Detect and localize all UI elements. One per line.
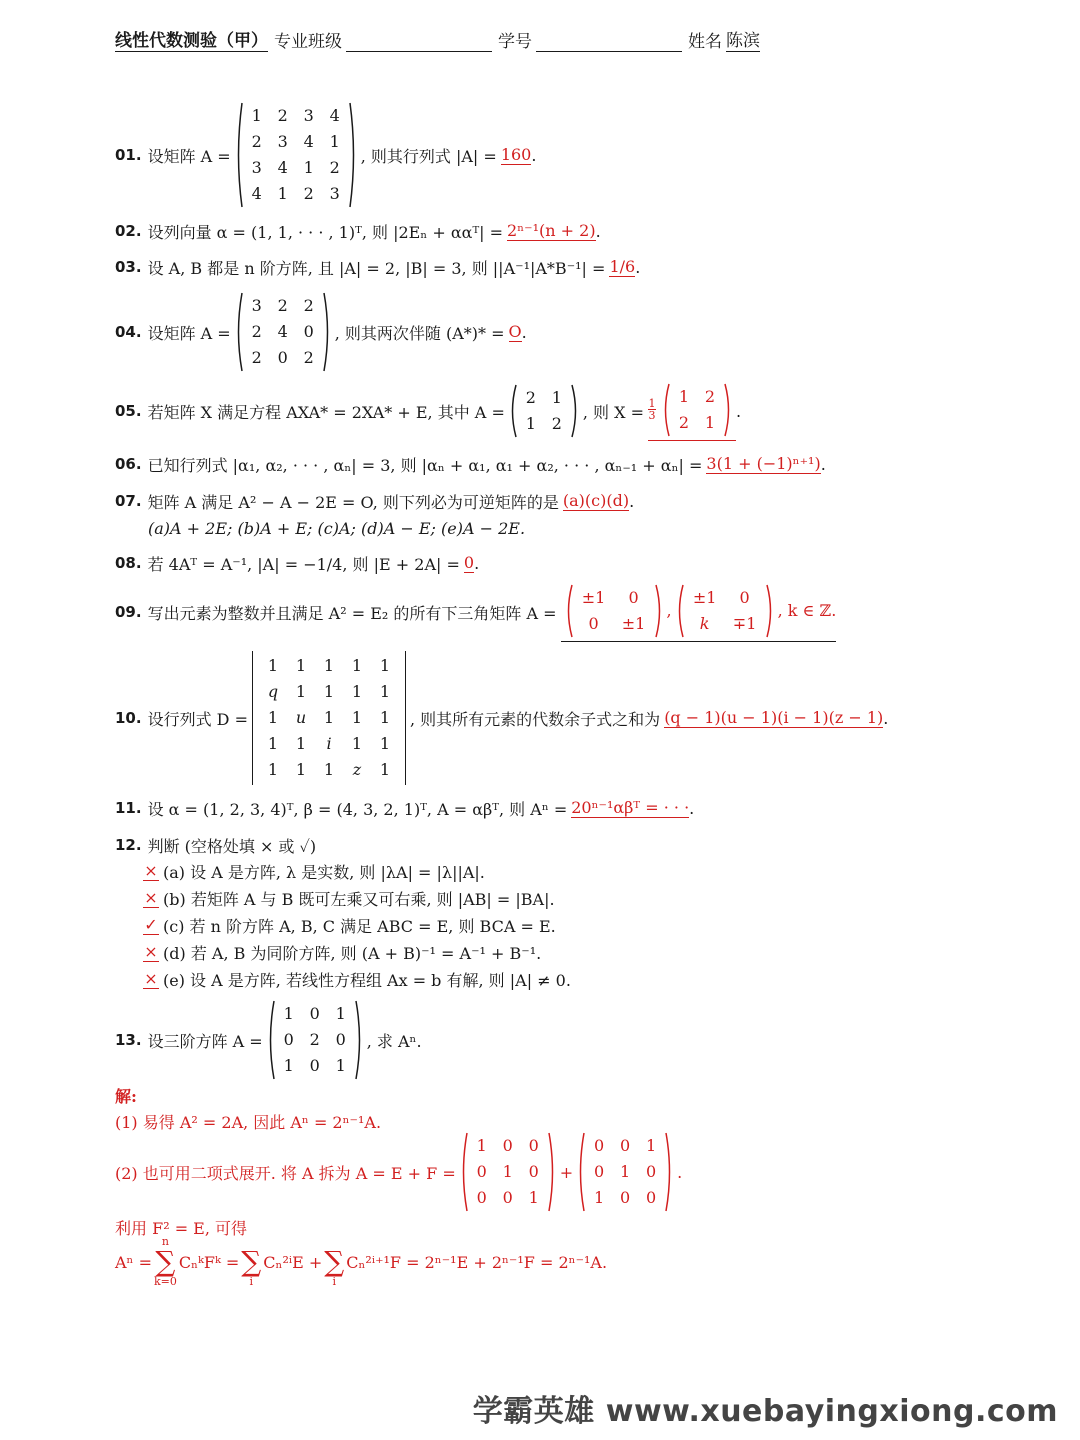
sum-lower-limit: i	[332, 1275, 337, 1288]
matrix-cell: ±1	[621, 613, 646, 633]
sum-symbol	[154, 1236, 177, 1288]
solution-label: 解:	[115, 1086, 137, 1106]
matrix-cell: 1	[267, 708, 279, 727]
matrix-cell: 1	[283, 1004, 294, 1023]
solution-line-3: 利用 F² = E, 可得	[115, 1218, 248, 1238]
question-05: 05. 若矩阵 X 满足方程 AXA* = 2XA* + E, 其中 A = 2 1 1 2 , 则 X = $\frac{1}{3}$ 1 2 2 1 .	[115, 382, 741, 440]
sum-symbol	[241, 1236, 261, 1288]
question-text: 矩阵 A 满足 A² − A − 2E = O, 则下列必为可逆矩阵的是	[147, 492, 559, 512]
matrix-cell: 1	[502, 1162, 513, 1181]
matrix-cell: ±1	[692, 587, 717, 607]
name-value: 陈滨	[726, 26, 760, 52]
matrix-cell: 0	[594, 1162, 605, 1181]
matrix-cell: 1	[620, 1162, 631, 1181]
question-text: 若矩阵 X 满足方程 AXA* = 2XA* + E, 其中 A =	[147, 402, 505, 422]
matrix-cell: 0	[628, 587, 639, 607]
matrix-cell: q	[267, 682, 279, 701]
matrix-cell: 2	[277, 296, 288, 315]
matrix-cell: 1	[303, 158, 314, 177]
matrix-cell: 1	[379, 760, 391, 779]
matrix-cell: 3	[251, 296, 262, 315]
matrix-cell: u	[295, 708, 307, 727]
judge-mark: ×	[144, 969, 158, 988]
judge-item	[143, 939, 541, 965]
matrix-cell: 2	[251, 322, 262, 341]
question-text: , 则其所有元素的代数余子式之和为	[410, 709, 661, 729]
answer-tail: , k ∈ ℤ.	[777, 601, 837, 620]
judge-text: (d) 若 A, B 为同阶方阵, 则 (A + B)⁻¹ = A⁻¹ + B⁻¹.	[163, 943, 542, 963]
matrix-cell: 1	[267, 734, 279, 753]
matrix-cell: k	[699, 613, 710, 633]
matrix-cell: 2	[329, 158, 340, 177]
question-01: 01. 设矩阵 A = 1 2 3 4 2 3 4 1 3 4 1 2 4 1 2 3 , 则其行列式 |A| = 160 .	[115, 100, 536, 210]
matrix-cell: 1	[335, 1004, 346, 1023]
e-matrix	[459, 1131, 557, 1213]
exam-title: 线性代数测验（甲）	[115, 26, 268, 52]
matrix-cell: 0	[476, 1162, 487, 1181]
sigma: ∑	[155, 1245, 176, 1278]
question-12	[115, 832, 316, 858]
sum-lower-limit: k=0	[153, 1275, 177, 1288]
matrix-grid	[586, 1133, 664, 1211]
matrix-grid	[518, 385, 570, 437]
matrix-cell: 2	[303, 296, 314, 315]
matrix-cell: 1	[351, 656, 363, 675]
question-03: 03. 设 A, B 都是 n 阶方阵, 且 |A| = 2, |B| = 3, 则 ||A⁻¹|A*B⁻¹| = 1/6 .	[115, 257, 641, 278]
question-text: 设 α = (1, 2, 3, 4)ᵀ, β = (4, 3, 2, 1)ᵀ, A = αβᵀ, 则 Aⁿ =	[147, 799, 568, 819]
matrix-cell: 4	[303, 132, 314, 151]
matrix-cell: 0	[646, 1188, 657, 1207]
judge-text: (b) 若矩阵 A 与 B 既可左乘又可右乘, 则 |AB| = |BA|.	[163, 889, 555, 909]
answer: 160	[500, 145, 532, 164]
matrix-cell: 3	[277, 132, 288, 151]
matrix-cell: 1	[594, 1188, 605, 1207]
question-text: , 则 X =	[582, 402, 645, 422]
judge-item	[143, 858, 485, 884]
judge-text: (c) 若 n 阶方阵 A, B, C 满足 ABC = E, 则 BCA = E.	[163, 916, 556, 936]
question-number: 01.	[115, 146, 142, 164]
matrix-cell: 2	[277, 106, 288, 125]
matrix-cell: 0	[620, 1136, 631, 1155]
matrix-cell: i	[326, 734, 332, 753]
matrix-cell: 0	[502, 1188, 513, 1207]
matrix-grid	[244, 293, 322, 371]
judge-mark: ×	[144, 942, 158, 961]
matrix-cell: 0	[588, 613, 599, 633]
matrix	[266, 999, 364, 1081]
matrix-cell: 1	[704, 412, 716, 432]
question-number: 04.	[115, 323, 142, 341]
matrix-cell: 1	[379, 682, 391, 701]
solution-line-1: (1) 易得 A² = 2A, 因此 Aⁿ = 2ⁿ⁻¹A.	[115, 1112, 382, 1132]
matrix-cell: 4	[277, 322, 288, 341]
matrix-cell: 2	[525, 388, 536, 407]
matrix-cell: 1	[267, 656, 279, 675]
matrix-cell: 2	[303, 184, 314, 203]
matrix-cell: 1	[678, 386, 690, 406]
matrix-cell: 1	[323, 682, 335, 701]
question-text: 设列向量 α = (1, 1, · · · , 1)ᵀ, 则 |2Eₙ + ααᵀ| =	[147, 222, 504, 242]
matrix-cell: 1	[525, 414, 536, 433]
judge-item	[143, 912, 556, 938]
question-text: 设矩阵 A =	[147, 146, 231, 166]
matrix-cell: 1	[323, 656, 335, 675]
matrix-cell: 0	[594, 1136, 605, 1155]
matrix-cell: 1	[277, 184, 288, 203]
matrix-cell: 1	[323, 760, 335, 779]
question-text: 写出元素为整数并且满足 A² = E₂ 的所有下三角矩阵 A =	[147, 603, 557, 623]
matrix-cell: 0	[528, 1136, 539, 1155]
answer-matrix-1	[564, 583, 664, 639]
question-08: 08. 若 4Aᵀ = A⁻¹, |A| = −1/4, 则 |E + 2A| = 0 .	[115, 553, 480, 574]
matrix-cell: 1	[295, 656, 307, 675]
matrix-cell: 2	[303, 348, 314, 367]
matrix-cell: 1	[267, 760, 279, 779]
matrix-cell: 1	[476, 1136, 487, 1155]
matrix-cell: z	[352, 760, 362, 779]
matrix-cell: 1	[295, 760, 307, 779]
matrix-cell: 1	[528, 1188, 539, 1207]
formula-term: CₙᵏFᵏ =	[178, 1252, 240, 1272]
answer: 2ⁿ⁻¹(n + 2)	[507, 221, 596, 240]
matrix-cell: 1	[295, 682, 307, 701]
major-label: 专业班级	[274, 32, 342, 52]
fraction	[648, 398, 656, 421]
question-number: 12.	[115, 836, 142, 854]
formula-term: Cₙ²ⁱE +	[263, 1252, 323, 1272]
question-number: 07.	[115, 492, 142, 510]
matrix-cell: 1	[351, 734, 363, 753]
matrix-cell: 0	[739, 587, 750, 607]
matrix	[234, 291, 332, 373]
answer: (a)(c)(d)	[562, 491, 630, 510]
question-number: 11.	[115, 799, 142, 817]
question-07-options: (a)A + 2E; (b)A + E; (c)A; (d)A − E; (e)A − 2E.	[148, 518, 526, 538]
matrix-cell: 2	[251, 348, 262, 367]
matrix-cell: 0	[309, 1004, 320, 1023]
matrix-grid	[469, 1133, 547, 1211]
question-07: 07. 矩阵 A 满足 A² − A − 2E = O, 则下列必为可逆矩阵的是 (a)(c)(d) .	[115, 491, 635, 512]
question-10: 10. 设行列式 D = 1 1 1 1 1 q 1 1 1 1 1 u 1 1 1 1 1 i 1 1 1 1 1 z 1 , 则其所有元素的代数余子式之和为 (q − 1)(u − 1)(i − 1)(z − 1) .	[115, 650, 888, 786]
matrix-cell: 1	[351, 682, 363, 701]
matrix-cell: 1	[379, 708, 391, 727]
judge-text: (a) 设 A 是方阵, λ 是实数, 则 |λA| = |λ||A|.	[163, 862, 485, 882]
answer: O	[508, 322, 522, 341]
question-text: 已知行列式 |α₁, α₂, · · · , αₙ| = 3, 则 |αₙ + α₁, α₁ + α₂, · · · , αₙ₋₁ + αₙ| =	[147, 455, 703, 475]
judge-mark: ×	[144, 861, 158, 880]
judge-mark: ×	[144, 888, 158, 907]
question-number: 09.	[115, 603, 142, 621]
matrix-cell: 3	[303, 106, 314, 125]
matrix-cell: 3	[251, 158, 262, 177]
sigma: ∑	[324, 1245, 345, 1278]
question-text: 若 4Aᵀ = A⁻¹, |A| = −1/4, 则 |E + 2A| =	[147, 554, 460, 574]
matrix-cell: 4	[329, 106, 340, 125]
matrix-cell: 1	[379, 734, 391, 753]
answer: 0	[463, 553, 475, 572]
question-text: 设三阶方阵 A =	[147, 1031, 263, 1051]
name-label: 姓名	[688, 32, 722, 52]
question-text: , 求 Aⁿ.	[366, 1031, 422, 1051]
matrix-cell: ∓1	[732, 613, 757, 633]
judge-item	[143, 885, 555, 911]
determinant	[252, 651, 406, 785]
matrix-cell: 0	[646, 1162, 657, 1181]
question-09	[115, 582, 836, 642]
sum-upper-limit: n	[161, 1235, 169, 1248]
question-number: 05.	[115, 402, 142, 420]
matrix-cell: 1	[646, 1136, 657, 1155]
question-text: , 则其两次伴随 (A*)* =	[334, 323, 505, 343]
matrix-cell: 0	[303, 322, 314, 341]
question-number: 06.	[115, 455, 142, 473]
formula-term: Cₙ²ⁱ⁺¹F = 2ⁿ⁻¹E + 2ⁿ⁻¹F = 2ⁿ⁻¹A.	[346, 1252, 608, 1272]
question-text: 设 A, B 都是 n 阶方阵, 且 |A| = 2, |B| = 3, 则 ||A⁻¹|A*B⁻¹| =	[147, 258, 606, 278]
sigma: ∑	[241, 1245, 262, 1278]
matrix-cell: 1	[323, 708, 335, 727]
matrix-cell: 0	[476, 1188, 487, 1207]
question-number: 13.	[115, 1031, 142, 1049]
question-text: 设行列式 D =	[147, 709, 248, 729]
question-06: 06. 已知行列式 |α₁, α₂, · · · , αₙ| = 3, 则 |αₙ + α₁, α₁ + α₂, · · · , αₙ₋₁ + αₙ| = 3(1 + (−1)ⁿ⁺¹) .	[115, 454, 826, 475]
exam-header	[115, 26, 760, 52]
matrix-cell: 2	[309, 1030, 320, 1049]
answer: 20ⁿ⁻¹αβᵀ = · · ·	[571, 798, 690, 817]
sum-lower-limit: i	[249, 1275, 254, 1288]
id-blank	[536, 32, 682, 52]
matrix-grid	[259, 653, 399, 783]
solution-formula	[115, 1236, 607, 1288]
matrix-grid	[685, 585, 765, 637]
question-text: , 则其行列式 |A| =	[360, 146, 497, 166]
matrix-cell: 1	[329, 132, 340, 151]
id-label: 学号	[498, 32, 532, 52]
answer: 3(1 + (−1)ⁿ⁺¹)	[706, 454, 821, 473]
major-blank	[346, 32, 492, 52]
matrix-cell: 1	[551, 388, 562, 407]
matrix-cell: 1	[351, 708, 363, 727]
period: .	[677, 1162, 683, 1182]
matrix-cell: ±1	[581, 587, 606, 607]
question-13	[115, 998, 422, 1082]
question-02: 02. 设列向量 α = (1, 1, · · · , 1)ᵀ, 则 |2Eₙ + ααᵀ| = 2ⁿ⁻¹(n + 2) .	[115, 221, 601, 242]
formula-lhs: Aⁿ =	[115, 1252, 152, 1272]
question-number: 02.	[115, 222, 142, 240]
matrix-cell: 2	[251, 132, 262, 151]
question-number: 10.	[115, 709, 142, 727]
answer: 1/6	[609, 257, 636, 276]
answer-matrix	[661, 382, 733, 438]
fraction-numerator: 1	[648, 397, 656, 410]
matrix-cell: 2	[678, 412, 690, 432]
matrix-cell: 0	[283, 1030, 294, 1049]
matrix-cell: 1	[295, 734, 307, 753]
watermark: 学霸英雄 www.xuebayingxiong.com	[472, 1394, 1058, 1429]
sum-symbol	[324, 1236, 344, 1288]
matrix-cell: 0	[309, 1056, 320, 1075]
fraction-denominator: 3	[648, 409, 656, 422]
matrix-grid	[276, 1001, 354, 1079]
matrix	[234, 101, 358, 209]
answer	[648, 382, 736, 441]
question-11: 11. 设 α = (1, 2, 3, 4)ᵀ, β = (4, 3, 2, 1)ᵀ, A = αβᵀ, 则 Aⁿ = 20ⁿ⁻¹αβᵀ = · · · .	[115, 798, 695, 819]
question-number: 03.	[115, 258, 142, 276]
matrix-cell: 2	[551, 414, 562, 433]
matrix-grid	[574, 585, 654, 637]
matrix-cell: 2	[704, 386, 716, 406]
matrix-cell: 4	[277, 158, 288, 177]
f-matrix	[576, 1131, 674, 1213]
matrix	[508, 383, 580, 439]
matrix-cell: 0	[502, 1136, 513, 1155]
question-text: 设矩阵 A =	[147, 323, 231, 343]
question-number: 08.	[115, 554, 142, 572]
matrix-cell: 0	[528, 1162, 539, 1181]
matrix-cell: 1	[283, 1056, 294, 1075]
solution-line-2	[115, 1130, 682, 1214]
answer: ±1 0 0 ±1 , ±1 0 k ∓1 , k ∈ ℤ.	[561, 583, 837, 642]
judge-mark: ✓	[144, 915, 158, 934]
judge-text: (e) 设 A 是方阵, 若线性方程组 Ax = b 有解, 则 |A| ≠ 0.	[163, 970, 571, 990]
question-text: 判断 (空格处填 × 或 ✓)	[147, 836, 317, 856]
matrix-cell: 0	[335, 1030, 346, 1049]
answer: (q − 1)(u − 1)(i − 1)(z − 1)	[664, 708, 884, 727]
matrix-cell: 1	[379, 656, 391, 675]
matrix-grid	[671, 384, 723, 436]
matrix-cell: 0	[277, 348, 288, 367]
matrix-cell: 1	[251, 106, 262, 125]
matrix-cell: 4	[251, 184, 262, 203]
question-04: 04. 设矩阵 A = 3 2 2 2 4 0 2 0 2 , 则其两次伴随 (A*)* = O .	[115, 290, 527, 374]
judge-item	[143, 966, 571, 992]
matrix-grid	[244, 103, 348, 207]
answer-matrix-2	[675, 583, 775, 639]
matrix-cell: 3	[329, 184, 340, 203]
matrix-cell: 0	[620, 1188, 631, 1207]
plus-sign: +	[559, 1162, 574, 1182]
matrix-cell: 1	[335, 1056, 346, 1075]
solution-text: (2) 也可用二项式展开. 将 A 拆为 A = E + F =	[115, 1163, 456, 1183]
